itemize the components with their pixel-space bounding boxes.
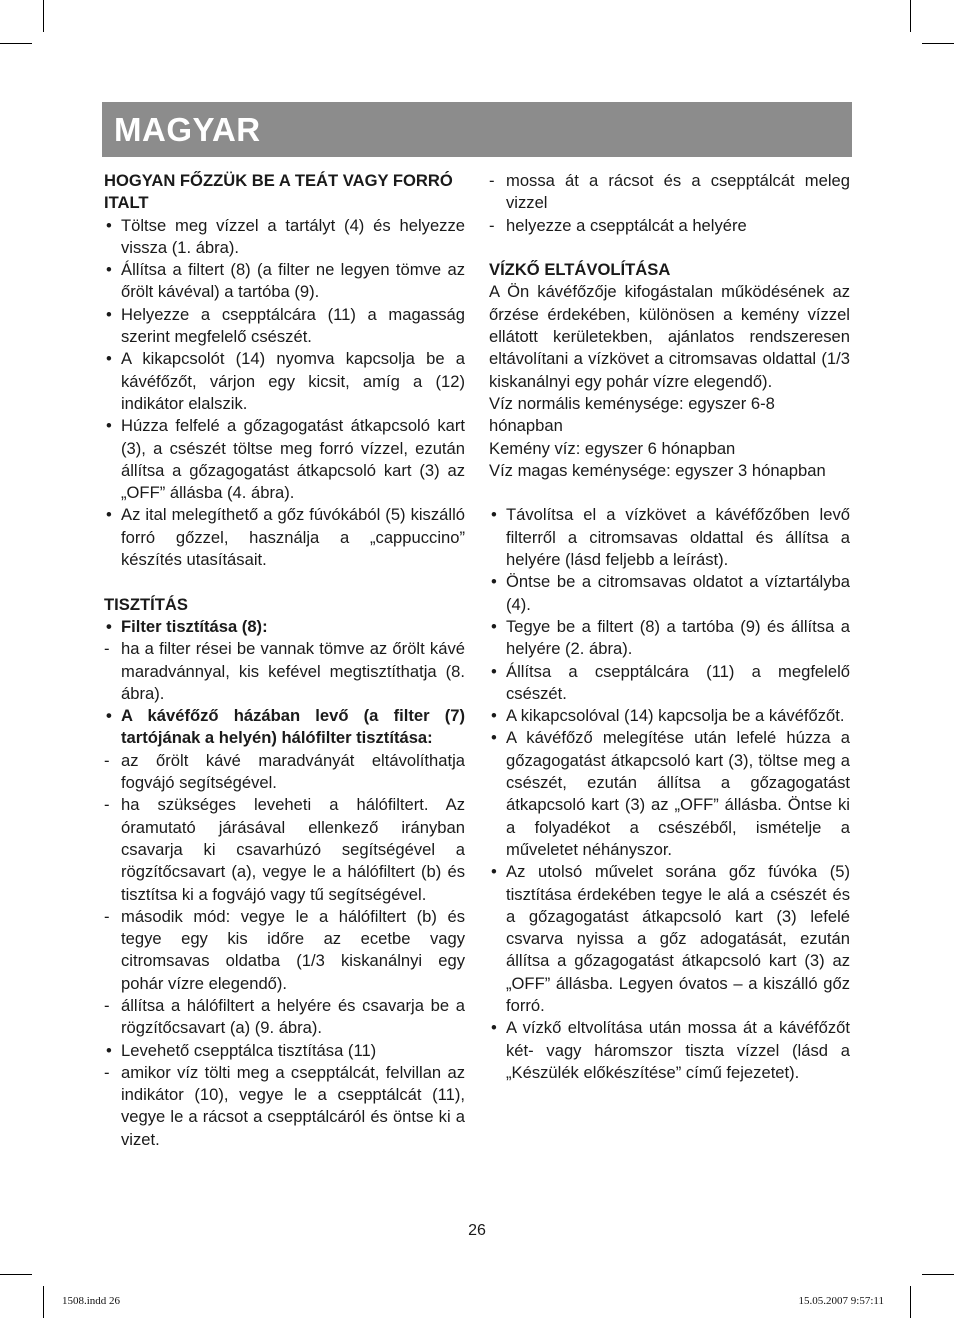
bullet-marker: •	[106, 1040, 112, 1060]
list-item-text: Töltse meg vízzel a tartályt (4) és helyezze vissza (1. ábra).	[121, 215, 465, 257]
subheading-text: Filter tisztítása (8):	[121, 616, 268, 636]
section-heading-brewing: HOGYAN FŐZZÜK BE A TEÁT VAGY FORRÓ ITALT	[104, 171, 453, 213]
list-item	[104, 259, 465, 304]
crop-mark	[922, 1274, 954, 1275]
section-heading-descaling: VÍZKŐ ELTÁVOLÍTÁSA	[489, 260, 671, 280]
list-item	[489, 727, 850, 861]
page-number: 26	[468, 1222, 486, 1239]
list-item	[489, 705, 850, 727]
list-item-text: állítsa a hálófiltert a helyére és csavarja be a rögzítőcsavart (a) (9. ábra).	[121, 995, 465, 1038]
list-item-text: Húzza felfelé a gőzagogatást átkapcsoló kart (3), a csészét töltse meg forró vízzel, ezután állítsa a gőzagogatást átkapcsoló kart (3) az „OFF” állásba (4. ábra).	[121, 416, 465, 503]
list-item-text: Helyezze a csepptálcára (11) a magasság szerint megfelelő csészét.	[121, 304, 465, 347]
dash-marker: -	[104, 1062, 110, 1082]
list-item	[104, 504, 465, 571]
bullet-marker: •	[491, 706, 497, 726]
list-item	[489, 661, 850, 706]
bullet-marker: •	[106, 304, 112, 324]
list-item-text: Az utolsó művelet sorána gőz fúvóka (5) tisztítása érdekében tegye le alá a csészét és a gőzagogatást átkapcsoló kart (3) lefelé csvarva nyissa a gőz adogatását, ezután állítsa a gőzagogatást átkapcsoló kart (3) az „OFF” állásba. Legyen óvatos – a kiszálló gőz forró.	[506, 862, 850, 1015]
list-item	[104, 995, 465, 1040]
bullet-marker: •	[491, 1018, 497, 1038]
bullet-marker: •	[491, 505, 497, 525]
list-item	[489, 571, 850, 616]
hardness-line: Víz magas keménysége: egyszer 3 hónapban	[489, 460, 826, 480]
list-item-text: ha szükséges leveheti a hálófiltert. Az óramutató járásával ellenkező irányban csavarja ki csavarhúzó segítségével a rögzítőcsavart (a), vegye le a hálófiltert (b) és tisztítsa ki a fogvájó vagy tű segítségével.	[121, 795, 465, 904]
list-item	[104, 638, 465, 705]
list-item	[104, 215, 465, 260]
crop-mark	[910, 0, 911, 32]
bullet-marker: •	[106, 505, 112, 525]
list-item-text: Öntse be a citromsavas oldatot a víztartályba (4).	[506, 572, 850, 614]
dash-marker: -	[104, 795, 110, 815]
list-item-text: amikor víz tölti meg a csepptálcát, felvillan az indikátor (10), vegye le a csepptálcát (11), vegye le a rácsot a csepptálcáról és öntse ki a vizet.	[121, 1062, 465, 1149]
bullet-marker: •	[106, 215, 112, 235]
crop-mark	[43, 0, 44, 32]
bullet-marker: •	[106, 616, 112, 636]
dash-marker: -	[104, 750, 110, 770]
print-slug-date: 15.05.2007 9:57:11	[798, 1295, 884, 1307]
bullet-marker: •	[491, 616, 497, 636]
list-item-text: Levehető csepptálca tisztítása (11)	[121, 1040, 377, 1060]
list-item	[489, 504, 850, 571]
crop-mark	[0, 43, 32, 44]
dash-marker: -	[489, 215, 495, 235]
dash-marker: -	[104, 639, 110, 659]
list-item-text: Állítsa a filtert (8) (a filter ne legyen tömve az őrölt kávéval) a tartóba (9).	[121, 260, 465, 302]
bullet-marker: •	[106, 349, 112, 369]
crop-mark	[0, 1274, 32, 1275]
right-column	[489, 170, 850, 1084]
section-heading-cleaning: TISZTÍTÁS	[104, 594, 188, 614]
banner-title: MAGYAR	[114, 111, 261, 148]
list-item	[104, 415, 465, 504]
subheading-text: A kávéfőző házában levő (a filter (7) tartójának a helyén) hálófilter tisztítása:	[121, 706, 465, 748]
list-item-text: második mód: vegye le a hálófiltert (b) és tegye egy kis időre az ecetbe vagy citromsavas oldatba (1/3 kiskanálnyi egy pohár vízre elegendő).	[121, 906, 465, 993]
list-item-text: A kikapcsolót (14) nyomva kapcsolja be a kávéfőzőt, várjon egy kicsit, amíg a (12) indikátor elalszik.	[121, 349, 465, 413]
list-item-text: Állítsa a csepptálcára (11) a megfelelő csészét.	[506, 661, 850, 703]
dash-marker: -	[104, 906, 110, 926]
bullet-marker: •	[106, 706, 112, 726]
print-slug-file: 1508.indd 26	[62, 1295, 121, 1307]
list-item	[104, 304, 465, 349]
list-item	[489, 1017, 850, 1084]
bullet-marker: •	[491, 572, 497, 592]
list-item-text: Az ital melegíthető a gőz fúvókából (5) kiszálló forró gőzzel, használja a „cappuccino” készítés utasításait.	[121, 505, 465, 570]
list-item	[104, 750, 465, 795]
dash-marker: -	[104, 995, 110, 1015]
list-item-text: Távolítsa el a vízkövet a kávéfőzőben levő filterről a citromsavas oldattal és állítsa a helyére (lásd feljebb a leírást).	[506, 505, 850, 570]
list-item-text: az őrölt kávé maradványát eltávolíthatja fogvájó segítségével.	[121, 750, 465, 793]
list-item-text: A kávéfőző melegítése után lefelé húzza a gőzagogatást átkapcsoló kart (3), töltse meg a csészét, ezután állítsa a gőzagogatást átkapcsoló kart (3) az „OFF” állásba. Öntse ki a folyadékot a csészéből, ismételje a műveletet néhányszor.	[506, 728, 850, 859]
list-item	[104, 1040, 465, 1062]
descaling-intro: A Ön kávéfőzője kifogástalan működésének az őrzése érdekében, különösen a kemény vízzel ellátott kerületekben, ajánlatos rendszeresen eltávolítani a vízkövet a citromsavas oldattal (1/3 kiskanálnyi egy pohár vízre elegendő).	[489, 282, 850, 391]
language-banner	[102, 102, 852, 157]
bullet-marker: •	[491, 728, 497, 748]
crop-mark	[43, 1286, 44, 1318]
subheading-mesh-filter	[104, 705, 465, 750]
bullet-marker: •	[106, 260, 112, 280]
bullet-marker: •	[106, 416, 112, 436]
spacer	[104, 571, 465, 593]
hardness-line: Víz normális keménysége: egyszer 6-8 hónapban	[489, 393, 775, 436]
list-item-text: A vízkő eltvolítása után mossa át a kávéfőzőt két- vagy háromszor tiszta vízzel (lásd a „Készülék előkészítése” című fejezetet).	[506, 1018, 850, 1082]
list-item	[104, 348, 465, 415]
list-item	[104, 906, 465, 995]
list-item	[489, 616, 850, 661]
list-item	[489, 215, 850, 237]
list-item	[104, 1062, 465, 1151]
spacer	[489, 482, 850, 504]
bullet-marker: •	[491, 661, 497, 681]
list-item-text: ha a filter rései be vannak tömve az őrölt kávé maradvánnyal, kis kefével megtisztíthatja (8. ábra).	[121, 639, 465, 703]
list-item-text: helyezze a csepptálcát a helyére	[506, 215, 747, 235]
subheading-filter	[104, 616, 465, 638]
list-item	[489, 861, 850, 1017]
list-item-text: mossa át a rácsot és a csepptálcát meleg vizzel	[506, 171, 850, 213]
list-item-text: Tegye be a filtert (8) a tartóba (9) és állítsa a helyére (2. ábra).	[506, 616, 850, 659]
bullet-marker: •	[491, 862, 497, 882]
list-item	[104, 794, 465, 905]
list-item	[489, 170, 850, 215]
dash-marker: -	[489, 171, 495, 190]
left-column	[104, 170, 465, 1151]
hardness-line: Kemény víz: egyszer 6 hónapban	[489, 438, 736, 458]
crop-mark	[910, 1286, 911, 1318]
crop-mark	[922, 43, 954, 44]
spacer	[489, 237, 850, 259]
list-item-text: A kikapcsolóval (14) kapcsolja be a kávéfőzőt.	[506, 706, 845, 726]
